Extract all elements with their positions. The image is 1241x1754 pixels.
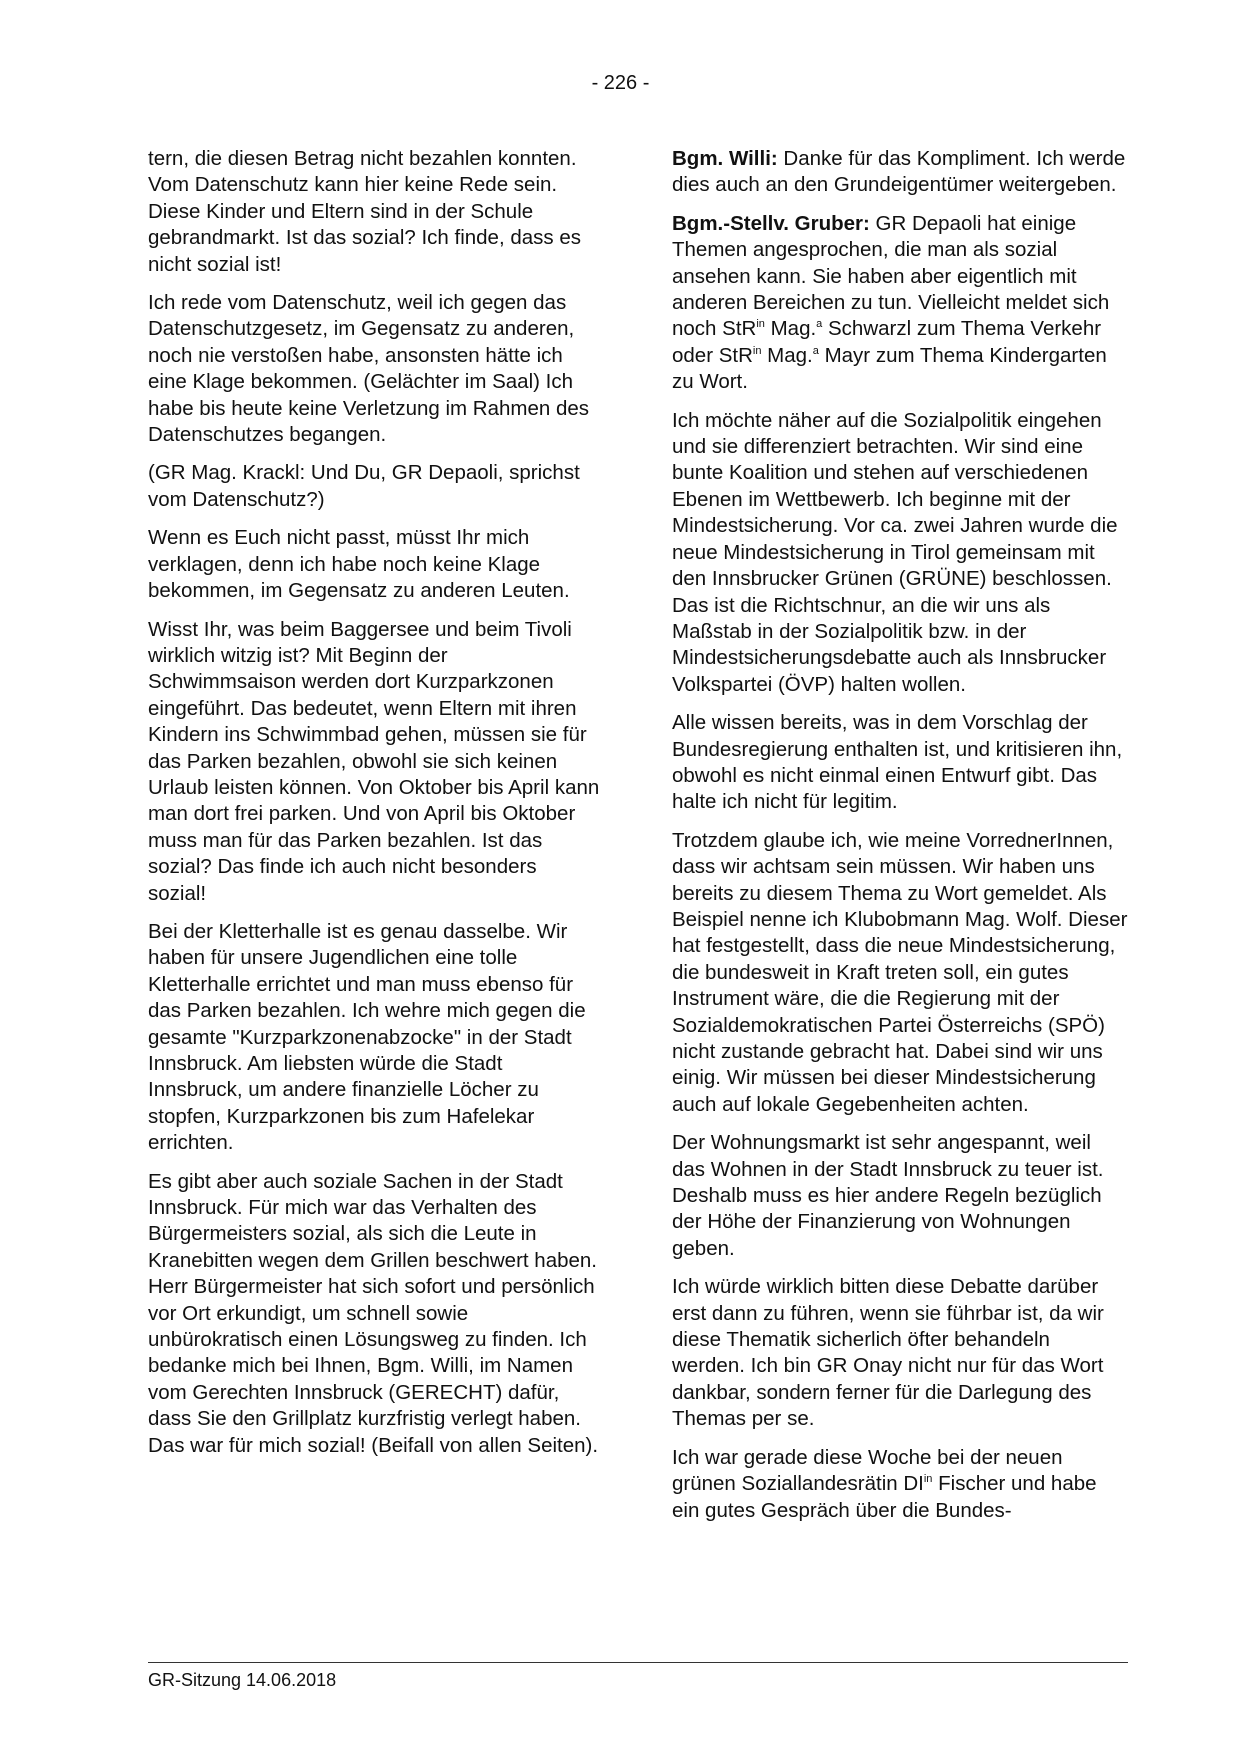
speaker-name: Bgm. Willi: [672, 147, 778, 170]
speaker-name: Bgm.-Stellv. Gruber: [672, 211, 870, 235]
interjection: (GR Mag. Krackl: Und Du, GR Depaoli, sprichst vom Datenschutz?) [148, 461, 580, 511]
speech-text: Danke für das Kompliment. Ich werde dies auch an den Grundeigentümer weitergeben. [672, 147, 1126, 197]
paragraph: Alle wissen bereits, was in dem Vorschlag der Bundesregierung enthalten ist, und kritisieren ihn, obwohl es nicht einmal einen Entwurf gibt. Das halte ich nicht für legitim. [672, 711, 1123, 814]
superscript: in [752, 345, 762, 358]
paragraph: tern, die diesen Betrag nicht bezahlen konnten. Vom Datenschutz kann hier keine Rede sein. Diese Kinder und Eltern sind in der Schule gebrandmarkt. Ist das sozial? Ich finde, dass es nicht sozial ist! [148, 147, 582, 276]
paragraph: Ich möchte näher auf die Sozialpolitik eingehen und sie differenziert betrachten. Wir sind eine bunte Koalition und stehen auf verschiedenen Ebenen im Wettbewerb. Ich beginne mit der Mindestsicherung. Vor ca. zwei Jahren wurde die neue Mindestsicherung in Tirol gemeinsam mit den Innsbrucker Grünen (GRÜNE) beschlossen. Das ist die Richtschnur, an die wir uns als Maßstab in der Sozialpolitik bzw. in der Mindestsicherungsdebatte auch als Innsbrucker Volkspartei (ÖVP) halten wollen. [672, 408, 1118, 696]
footer-divider [148, 1662, 1128, 1663]
superscript: in [756, 318, 765, 331]
speech-text: Mag. [761, 343, 813, 367]
left-column [148, 146, 600, 1471]
speech-text: Schwarzl zum Thema Verkehr oder StR [672, 317, 1102, 367]
superscript: a [812, 345, 819, 358]
paragraph-text: Ich war gerade diese Woche bei der neuen grünen Soziallandesrätin DI [672, 1445, 1063, 1496]
speech-text: GR Depaoli hat einige Themen angesprochen, die man als sozial ansehen kann. Sie haben aber eigentlich mit anderen Bereichen zu tun. Vielleicht meldet sich noch StR [672, 211, 1110, 341]
paragraph: Wenn es Euch nicht passt, müsst Ihr mich verklagen, denn ich habe noch keine Klage bekommen, im Gegensatz zu anderen Leuten. [148, 526, 570, 603]
paragraph: Wisst Ihr, was beim Baggersee und beim Tivoli wirklich witzig ist? Mit Beginn der Schwimmsaison werden dort Kurzparkzonen eingeführt. Das bedeutet, wenn Eltern mit ihren Kindern ins Schwimmbad gehen, müssen sie für das Parken bezahlen, obwohl sie sich keinen Urlaub leisten können. Von Oktober bis April kann man dort frei parken. Und von April bis Oktober muss man für das Parken bezahlen. Ist das sozial? Das finde ich auch nicht besonders sozial! [148, 617, 600, 905]
speech-gruber [672, 211, 1128, 396]
speech-willi [672, 146, 1128, 199]
paragraph: Ich rede vom Datenschutz, weil ich gegen das Datenschutzgesetz, im Gegensatz zu anderen, noch nie verstoßen habe, ansonsten hätte ich eine Klage bekommen. (Gelächter im Saal) Ich habe bis heute keine Verletzung im Rahmen des Datenschutzes begangen. [148, 291, 590, 447]
paragraph-text: Fischer und habe ein gutes Gespräch über die Bundes- [672, 1472, 1097, 1522]
speech-text: Mag. [764, 317, 817, 341]
speech-text: Mayr zum Thema Kindergarten zu Wort. [672, 343, 1107, 394]
page-number: - 226 - [591, 72, 650, 94]
paragraph: Der Wohnungsmarkt ist sehr angespannt, weil das Wohnen in der Stadt Innsbruck zu teuer ist. Deshalb muss es hier andere Regeln bezüglich der Höhe der Finanzierung von Wohnungen geben. [672, 1131, 1104, 1260]
paragraph: Trotzdem glaube ich, wie meine VorrednerInnen, dass wir achtsam sein müssen. Wir haben uns bereits zu diesem Thema zu Wort gemeldet. Als Beispiel nenne ich Klubobmann Mag. Wolf. Dieser hat festgestellt, dass die neue Mindestsicherung, die bundesweit in Kraft treten soll, ein gutes Instrument wäre, die die Regierung mit der Sozialdemokratischen Partei Österreichs (SPÖ) nicht zustande gebracht hat. Dabei sind wir uns einig. Wir müssen bei dieser Mindestsicherung auch auf lokale Gegebenheiten achten. [672, 828, 1128, 1116]
paragraph: Ich würde wirklich bitten diese Debatte darüber erst dann zu führen, wenn sie führbar ist, da wir diese Thematik sicherlich öfter behandeln werden. Ich bin GR Onay nicht nur für das Wort dankbar, sondern ferner für die Darlegung des Themas per se. [672, 1275, 1104, 1431]
paragraph: Bei der Kletterhalle ist es genau dasselbe. Wir haben für unsere Jugendlichen eine tolle Kletterhalle errichtet und man muss ebenso für das Parken bezahlen. Ich wehre mich gegen die gesamte "Kurzparkzonenabzocke" in der Stadt Innsbruck. Am liebsten würde die Stadt Innsbruck, um andere finanzielle Löcher zu stopfen, Kurzparkzonen bis zum Hafelekar errichten. [148, 919, 586, 1155]
paragraph [672, 1445, 1128, 1524]
right-column [672, 146, 1128, 1536]
paragraph: Es gibt aber auch soziale Sachen in der Stadt Innsbruck. Für mich war das Verhalten des Bürgermeisters sozial, als sich die Leute in Kranebitten wegen dem Grillen beschwert haben. Herr Bürgermeister hat sich sofort und persönlich vor Ort erkundigt, um schnell sowie unbürokratisch einen Lösungsweg zu finden. Ich bedanke mich bei Ihnen, Bgm. Willi, im Namen vom Gerechten Innsbruck (GERECHT) dafür, dass Sie den Grillplatz kurzfristig verlegt haben. Das war für mich sozial! (Beifall von allen Seiten). [148, 1169, 599, 1457]
footer-session-date: GR-Sitzung 14.06.2018 [148, 1670, 337, 1690]
superscript: in [923, 1473, 933, 1486]
superscript: a [816, 318, 823, 331]
